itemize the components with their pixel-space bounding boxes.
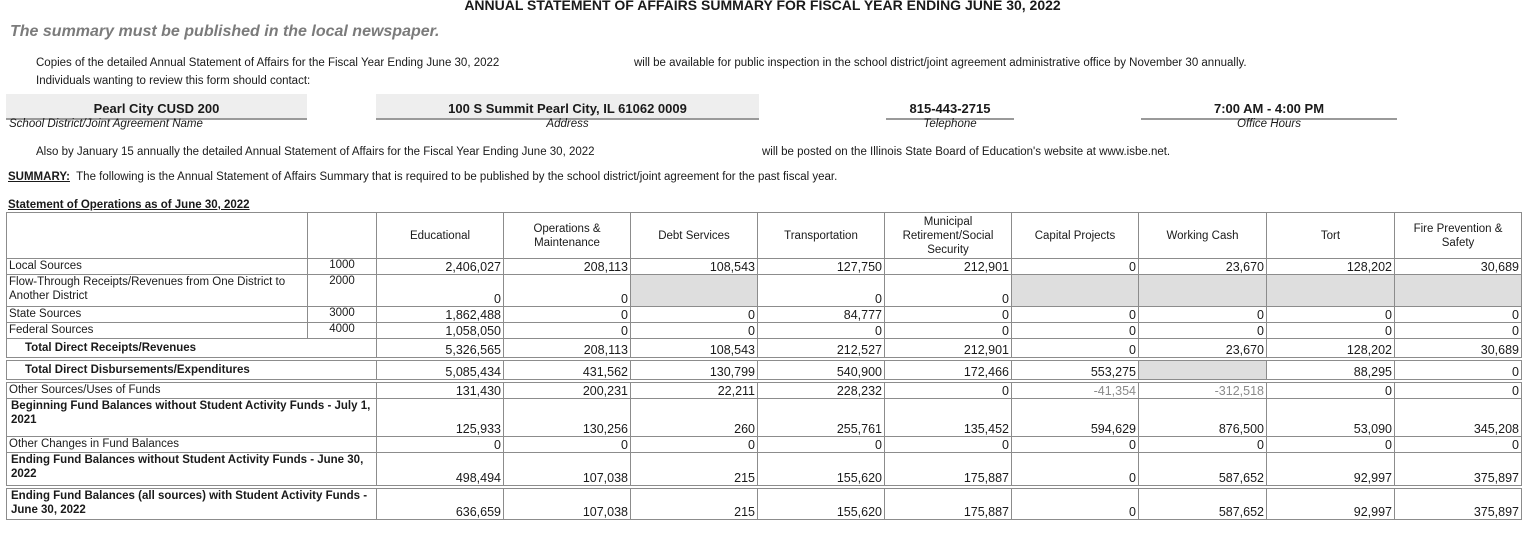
table-cell: 0 — [758, 323, 885, 339]
table-cell: 0 — [885, 437, 1012, 453]
table-cell: 0 — [631, 323, 758, 339]
table-cell — [1395, 275, 1522, 307]
table-cell: 0 — [1012, 339, 1139, 358]
office-hours-value: 7:00 AM - 4:00 PM — [1213, 101, 1325, 116]
table-cell: 53,090 — [1267, 399, 1395, 437]
row-label: Other Changes in Fund Balances — [7, 437, 377, 453]
table-cell: 553,275 — [1012, 361, 1139, 380]
publish-note: The summary must be published in the local newspaper. — [10, 23, 440, 40]
column-header: Tort — [1267, 213, 1395, 259]
table-cell: 587,652 — [1139, 453, 1267, 486]
table-cell: 0 — [1395, 383, 1522, 399]
operations-heading: Statement of Operations as of June 30, 2022 — [8, 199, 250, 211]
row-code: 3000 — [308, 307, 377, 323]
table-cell: 0 — [885, 275, 1012, 307]
table-cell: 0 — [1012, 323, 1139, 339]
table-cell: 0 — [1139, 323, 1267, 339]
table-row — [7, 339, 1522, 358]
table-row — [7, 361, 1522, 380]
row-label: Flow-Through Receipts/Revenues from One District to Another District — [7, 275, 308, 307]
table-cell — [1139, 361, 1267, 380]
table-cell: 155,620 — [758, 489, 885, 520]
table-cell: -312,518 — [1139, 383, 1267, 399]
table-cell: 0 — [1395, 323, 1522, 339]
table-cell: 0 — [377, 275, 504, 307]
table-cell: 135,452 — [885, 399, 1012, 437]
posting-notice-left: Also by January 15 annually the detailed Annual Statement of Affairs for the Fiscal Year Ending June 30, 2022 — [36, 146, 595, 158]
table-cell: 0 — [1267, 307, 1395, 323]
table-cell: 108,543 — [631, 339, 758, 358]
table-cell: 498,494 — [377, 453, 504, 486]
contact-instruction: Individuals wanting to review this form should contact: — [36, 75, 311, 87]
table-cell: 0 — [1395, 361, 1522, 380]
office-hours-field — [1141, 94, 1397, 120]
table-row — [7, 323, 1522, 339]
table-cell: 587,652 — [1139, 489, 1267, 520]
table-cell: 107,038 — [504, 453, 631, 486]
table-cell: 208,113 — [504, 259, 631, 275]
row-code: 2000 — [308, 275, 377, 307]
table-row — [7, 275, 1522, 307]
table-cell: 127,750 — [758, 259, 885, 275]
table-cell: 0 — [758, 275, 885, 307]
table-cell: 175,887 — [885, 453, 1012, 486]
row-label: Local Sources — [7, 259, 308, 275]
table-cell: 1,058,050 — [377, 323, 504, 339]
column-header: Transportation — [758, 213, 885, 259]
copies-notice-right: will be available for public inspection in the school district/joint agreement administrative office by November 30 annually. — [634, 57, 1247, 69]
posting-notice-right: will be posted on the Illinois State Board of Education's website at www.isbe.net. — [762, 146, 1171, 158]
table-row — [7, 489, 1522, 520]
table-cell: 108,543 — [631, 259, 758, 275]
table-row — [7, 453, 1522, 486]
telephone-value: 815-443-2715 — [909, 101, 991, 116]
header-blank — [7, 213, 308, 259]
table-cell: 636,659 — [377, 489, 504, 520]
telephone-label: Telephone — [923, 118, 977, 130]
table-cell: 0 — [504, 437, 631, 453]
table-row — [7, 399, 1522, 437]
table-cell: 255,761 — [758, 399, 885, 437]
table-cell: 0 — [1012, 259, 1139, 275]
operations-table-body — [7, 213, 1522, 520]
row-label: Beginning Fund Balances without Student Activity Funds - July 1, 2021 — [7, 399, 377, 437]
table-cell: 212,901 — [885, 339, 1012, 358]
table-cell: 172,466 — [885, 361, 1012, 380]
office-hours-label: Office Hours — [1237, 118, 1301, 130]
summary-label: SUMMARY: — [8, 171, 70, 183]
table-cell: 876,500 — [1139, 399, 1267, 437]
table-cell: 125,933 — [377, 399, 504, 437]
table-cell: 375,897 — [1395, 489, 1522, 520]
table-cell: 375,897 — [1395, 453, 1522, 486]
table-cell: 107,038 — [504, 489, 631, 520]
row-label: Total Direct Receipts/Revenues — [7, 339, 377, 358]
table-row — [7, 437, 1522, 453]
table-cell: 22,211 — [631, 383, 758, 399]
table-cell: 208,113 — [504, 339, 631, 358]
district-name-label: School District/Joint Agreement Name — [9, 118, 203, 130]
table-cell: 0 — [631, 307, 758, 323]
table-cell: 5,326,565 — [377, 339, 504, 358]
table-cell: 594,629 — [1012, 399, 1139, 437]
page-title: ANNUAL STATEMENT OF AFFAIRS SUMMARY FOR FISCAL YEAR ENDING JUNE 30, 2022 — [464, 0, 1061, 13]
table-cell: 84,777 — [758, 307, 885, 323]
address-label: Address — [546, 118, 589, 130]
table-cell: 0 — [504, 275, 631, 307]
table-cell: 0 — [1139, 437, 1267, 453]
column-header: Working Cash — [1139, 213, 1267, 259]
table-cell: 155,620 — [758, 453, 885, 486]
table-row — [7, 383, 1522, 399]
table-row — [7, 307, 1522, 323]
table-cell: 0 — [1395, 437, 1522, 453]
row-label: Ending Fund Balances (all sources) with Student Activity Funds - June 30, 2022 — [7, 489, 377, 520]
table-cell: 130,799 — [631, 361, 758, 380]
table-cell: 30,689 — [1395, 259, 1522, 275]
column-header: Capital Projects — [1012, 213, 1139, 259]
table-cell: 540,900 — [758, 361, 885, 380]
table-cell: 0 — [1012, 489, 1139, 520]
table-cell: 431,562 — [504, 361, 631, 380]
table-cell: 0 — [885, 323, 1012, 339]
table-cell: 0 — [631, 437, 758, 453]
table-cell: 2,406,027 — [377, 259, 504, 275]
row-label: Ending Fund Balances without Student Activity Funds - June 30, 2022 — [7, 453, 377, 486]
column-header: Municipal Retirement/Social Security — [885, 213, 1012, 259]
table-cell: 0 — [1012, 307, 1139, 323]
table-cell: 0 — [1267, 383, 1395, 399]
header-blank-code — [308, 213, 377, 259]
summary-text: The following is the Annual Statement of Affairs Summary that is required to be published by the school district/joint agreement for the past fiscal year. — [76, 171, 838, 183]
table-cell: 5,085,434 — [377, 361, 504, 380]
table-cell: 92,997 — [1267, 453, 1395, 486]
table-row — [7, 259, 1522, 275]
table-cell: 23,670 — [1139, 339, 1267, 358]
table-cell: 0 — [758, 437, 885, 453]
table-cell: 0 — [1012, 453, 1139, 486]
table-cell: 0 — [885, 383, 1012, 399]
table-cell: 0 — [504, 307, 631, 323]
table-cell — [1267, 275, 1395, 307]
copies-notice-left: Copies of the detailed Annual Statement of Affairs for the Fiscal Year Ending June 30, 2022 — [36, 57, 500, 69]
table-cell: 215 — [631, 453, 758, 486]
table-cell: 130,256 — [504, 399, 631, 437]
table-cell — [1139, 275, 1267, 307]
table-cell: 0 — [1267, 323, 1395, 339]
table-cell: 0 — [504, 323, 631, 339]
table-cell: 200,231 — [504, 383, 631, 399]
table-cell: 128,202 — [1267, 259, 1395, 275]
table-cell — [1012, 275, 1139, 307]
table-cell: 228,232 — [758, 383, 885, 399]
district-name-value: Pearl City CUSD 200 — [93, 101, 220, 116]
table-cell: 0 — [1012, 437, 1139, 453]
table-cell: 215 — [631, 489, 758, 520]
table-cell: 345,208 — [1395, 399, 1522, 437]
district-name-field — [6, 94, 307, 120]
table-cell — [631, 275, 758, 307]
row-label: Federal Sources — [7, 323, 308, 339]
table-cell: 88,295 — [1267, 361, 1395, 380]
table-cell: 131,430 — [377, 383, 504, 399]
table-cell: 175,887 — [885, 489, 1012, 520]
column-header: Operations & Maintenance — [504, 213, 631, 259]
row-label: State Sources — [7, 307, 308, 323]
address-field — [376, 94, 759, 120]
row-code: 1000 — [308, 259, 377, 275]
address-value: 100 S Summit Pearl City, IL 61062 0009 — [448, 101, 687, 116]
row-label: Other Sources/Uses of Funds — [7, 383, 377, 399]
table-header-row — [7, 213, 1522, 259]
table-cell: 1,862,488 — [377, 307, 504, 323]
table-cell: 0 — [1395, 307, 1522, 323]
operations-table — [6, 212, 1522, 520]
row-label: Total Direct Disbursements/Expenditures — [7, 361, 377, 380]
table-cell: -41,354 — [1012, 383, 1139, 399]
table-cell: 0 — [377, 437, 504, 453]
column-header: Fire Prevention & Safety — [1395, 213, 1522, 259]
table-cell: 0 — [1267, 437, 1395, 453]
table-cell: 23,670 — [1139, 259, 1267, 275]
table-cell: 0 — [885, 307, 1012, 323]
table-cell: 92,997 — [1267, 489, 1395, 520]
row-code: 4000 — [308, 323, 377, 339]
telephone-field — [886, 94, 1014, 120]
column-header: Debt Services — [631, 213, 758, 259]
table-cell: 260 — [631, 399, 758, 437]
table-cell: 128,202 — [1267, 339, 1395, 358]
summary-line — [8, 171, 837, 183]
table-cell: 0 — [1139, 307, 1267, 323]
column-header: Educational — [377, 213, 504, 259]
table-cell: 30,689 — [1395, 339, 1522, 358]
table-cell: 212,527 — [758, 339, 885, 358]
table-cell: 212,901 — [885, 259, 1012, 275]
